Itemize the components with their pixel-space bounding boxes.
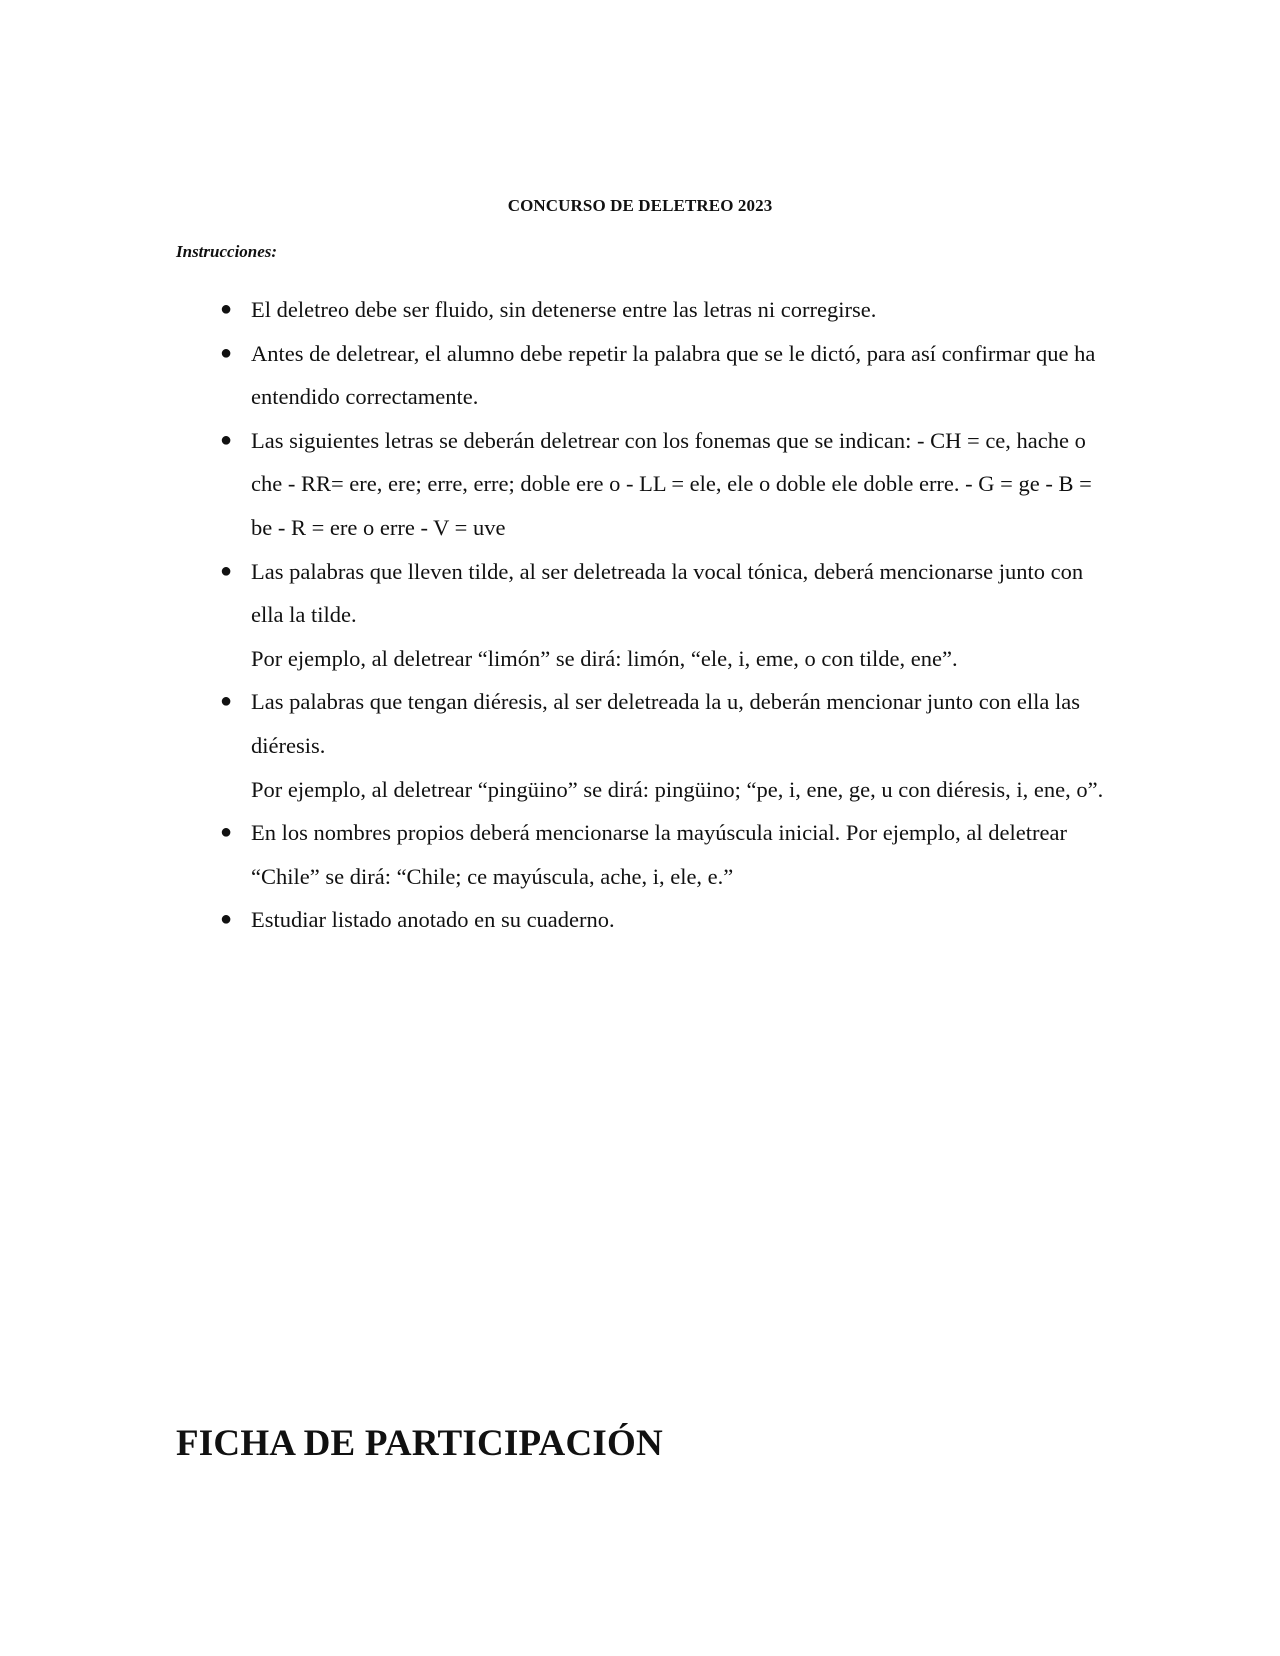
list-item-text: El deletreo debe ser fluido, sin detenerse entre las letras ni corregirse.	[251, 297, 877, 322]
list-item-text: Antes de deletrear, el alumno debe repetir la palabra que se le dictó, para así confirmar que ha entendido correctamente.	[251, 340, 1096, 410]
bullet-icon: ●	[219, 690, 233, 713]
list-item-example: Por ejemplo, al deletrear “pingüino” se dirá: pingüino; “pe, i, ene, ge, u con diéresis, i, ene, o”.	[251, 776, 1104, 802]
bullet-icon: ●	[219, 908, 233, 931]
list-item	[219, 288, 1111, 332]
list-item	[219, 898, 1111, 942]
list-item	[219, 811, 1111, 898]
bullet-icon: ●	[219, 559, 233, 582]
bullet-icon: ●	[219, 298, 233, 320]
list-item	[219, 332, 1111, 419]
list-item	[219, 680, 1111, 811]
list-item	[219, 419, 1111, 550]
list-item-text: Las siguientes letras se deberán deletrear con los fonemas que se indican: - CH = ce, hache o che - RR= ere, ere; erre, erre; doble ere o - LL = ele, ele o doble ele doble erre. - G = ge - B = be - R = ere o erre - V = uve	[251, 427, 1092, 540]
document-title: CONCURSO DE DELETREO 2023	[507, 196, 773, 215]
list-item-example: Por ejemplo, al deletrear “limón” se dirá: limón, “ele, i, eme, o con tilde, ene”.	[251, 645, 958, 671]
bullet-icon: ●	[219, 428, 233, 451]
list-item-text: En los nombres propios deberá mencionarse la mayúscula inicial. Por ejemplo, al deletrear “Chile” se dirá: “Chile; ce mayúscula, ache, i, ele, e.”	[251, 820, 1067, 889]
participation-form-title: FICHA DE PARTICIPACIÓN	[176, 1423, 663, 1464]
bullet-icon: ●	[219, 341, 233, 364]
list-item-text: Estudiar listado anotado en su cuaderno.	[251, 907, 615, 933]
instructions-list	[219, 288, 1111, 942]
bullet-icon: ●	[219, 821, 233, 844]
instructions-label: Instrucciones:	[176, 242, 278, 261]
list-item	[219, 550, 1111, 681]
list-item-text: Las palabras que tengan diéresis, al ser deletreada la u, deberán mencionar junto con ella las diéresis.	[251, 689, 1081, 758]
list-item-text: Las palabras que lleven tilde, al ser deletreada la vocal tónica, deberá mencionarse junto con ella la tilde.	[251, 558, 1084, 628]
